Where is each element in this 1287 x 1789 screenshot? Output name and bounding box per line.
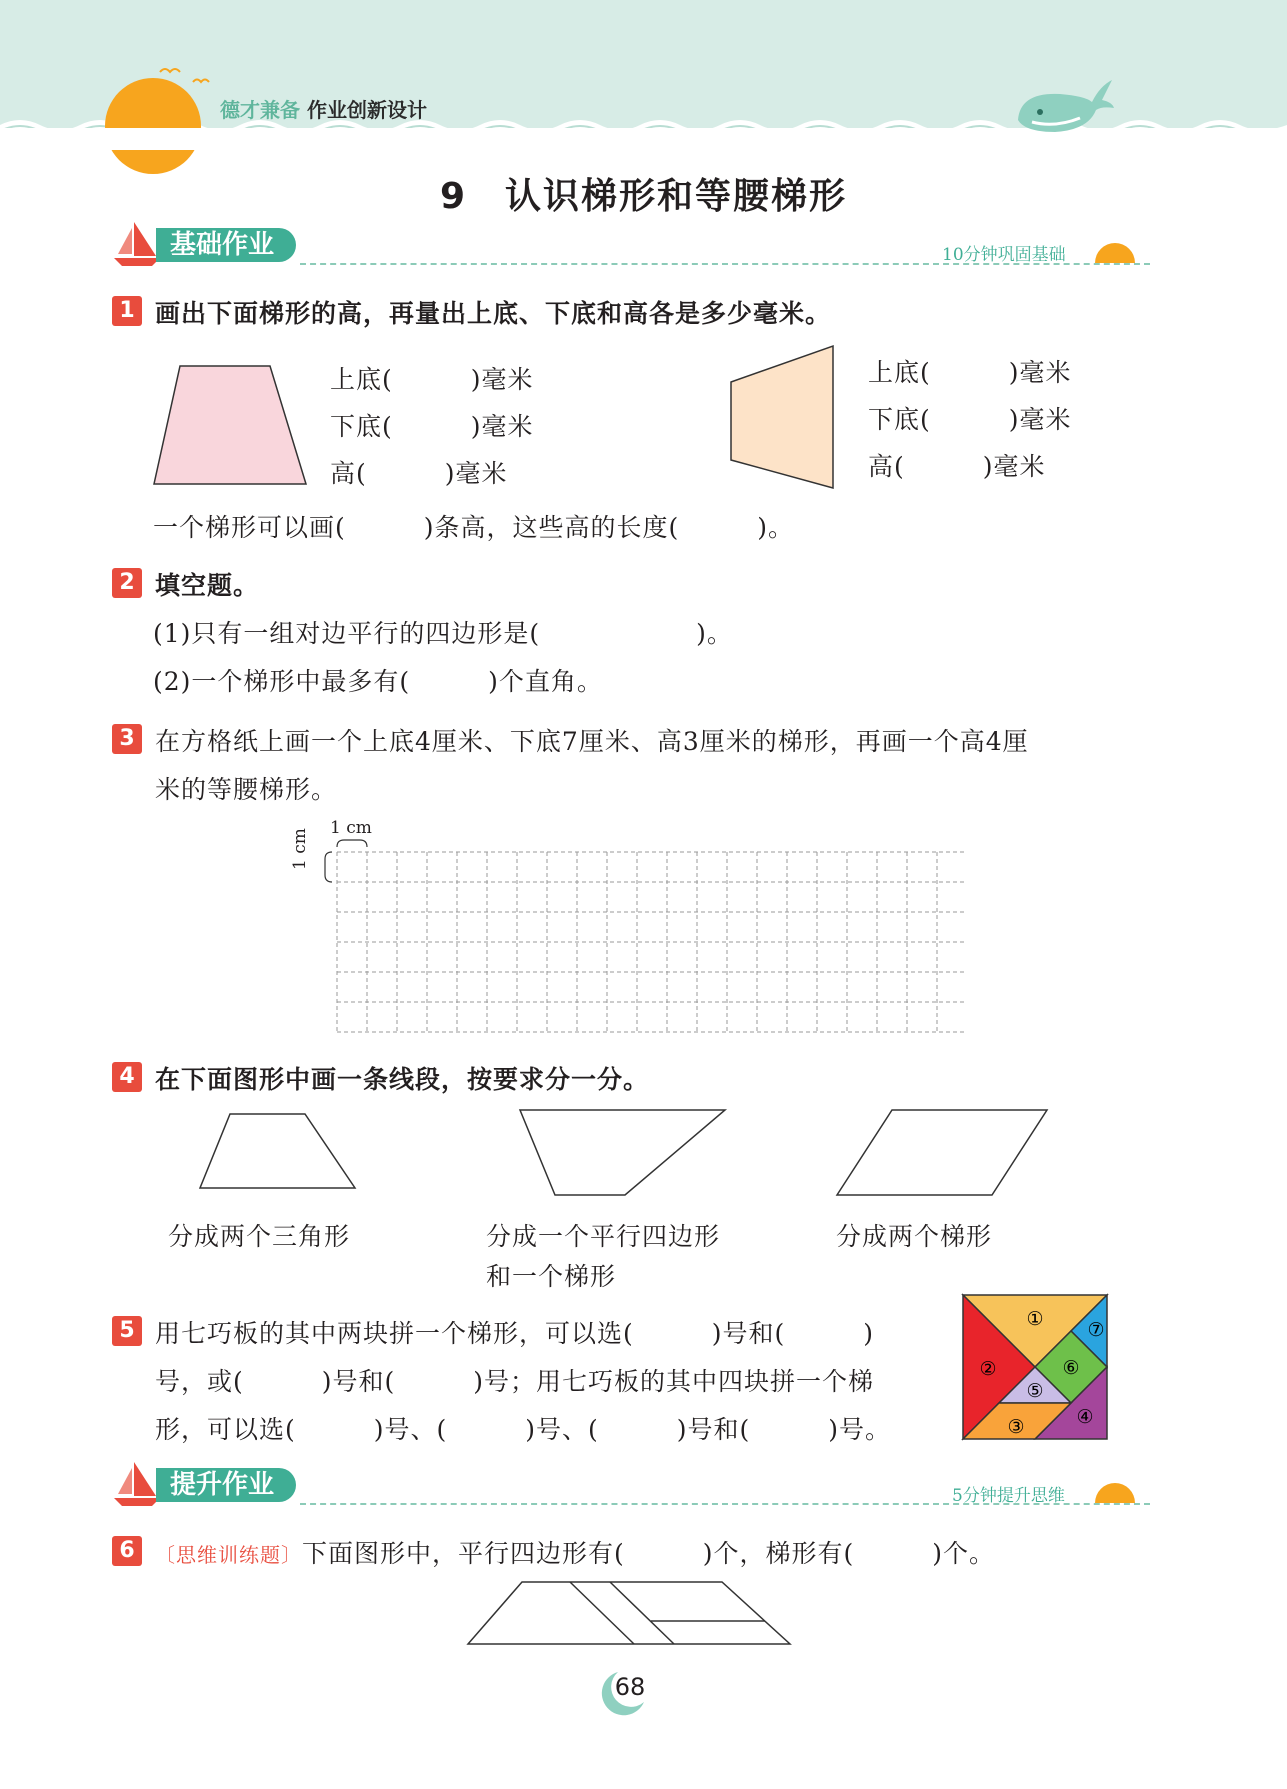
q4-shape-trapezoid [195, 1108, 360, 1193]
section-basic-label: 基础作业 [156, 228, 296, 262]
q5-line1: 用七巧板的其中两块拼一个梯形，可以选( )号和( ) [155, 1319, 875, 1348]
q4-caption-1: 分成两个三角形 [168, 1222, 351, 1251]
q2-sub2: (2)一个梯形中最多有( )个直角。 [153, 667, 603, 696]
q1-left-bottom-base: 下底( )毫米 [330, 412, 534, 441]
q1-summary: 一个梯形可以画( )条高，这些高的长度( )。 [153, 513, 795, 542]
tangram-label-2: ② [979, 1358, 997, 1380]
q4-caption-3: 分成两个梯形 [836, 1222, 993, 1251]
whale-icon [1010, 72, 1115, 137]
section-advanced-label: 提升作业 [156, 1468, 296, 1502]
q1-left-height: 高( )毫米 [330, 459, 508, 488]
section-basic-time: 10分钟巩固基础 [942, 245, 1066, 265]
brand-green: 德才兼备 [220, 98, 300, 122]
page-number: 68 [614, 1673, 646, 1701]
tangram-label-6: ⑥ [1062, 1357, 1080, 1379]
tangram-label-3: ③ [1007, 1416, 1025, 1438]
q6-number: 6 [112, 1536, 142, 1566]
sun-icon [105, 78, 201, 174]
q6-line [155, 1534, 995, 1570]
q4-number: 4 [112, 1062, 142, 1092]
q4-shape-right-trapezoid [515, 1105, 730, 1200]
q1-right-top-base: 上底( )毫米 [868, 358, 1072, 387]
birds-icon [155, 62, 215, 92]
q4-text: 在下面图形中画一条线段，按要求分一分。 [155, 1065, 650, 1094]
q3-line1: 在方格纸上画一个上底4厘米、下底7厘米、高3厘米的梯形，再画一个高4厘 [155, 727, 1029, 756]
mini-sun-icon [1095, 243, 1135, 263]
brand [220, 94, 427, 123]
q2-number: 2 [112, 568, 142, 598]
q4-caption-2a: 分成一个平行四边形 [486, 1222, 721, 1251]
tangram-label-7: ⑦ [1087, 1319, 1105, 1341]
q5-line3: 形，可以选( )号、( )号、( )号和( )号。 [155, 1415, 892, 1444]
section-advanced-time: 5分钟提升思维 [952, 1486, 1065, 1506]
q5-line2: 号，或( )号和( )号；用七巧板的其中四块拼一个梯 [155, 1367, 875, 1396]
q4-caption-2b: 和一个梯形 [486, 1262, 617, 1291]
q4-shape-parallelogram [832, 1105, 1052, 1200]
q3-grid-paper [320, 835, 965, 1035]
q6-tag: 〔思维训练题〕 [155, 1543, 302, 1567]
q1-trapezoid-left [148, 360, 313, 490]
q6-text: 下面图形中，平行四边形有( )个，梯形有( )个。 [302, 1539, 996, 1568]
q2-text: 填空题。 [155, 571, 260, 600]
tangram-label-4: ④ [1076, 1406, 1094, 1428]
mini-sun-icon [1095, 1483, 1135, 1503]
q3-line2: 米的等腰梯形。 [155, 775, 338, 804]
brand-dark: 作业创新设计 [306, 98, 427, 122]
q2-sub1: (1)只有一组对边平行的四边形是( )。 [153, 619, 733, 648]
q1-right-bottom-base: 下底( )毫米 [868, 405, 1072, 434]
q1-right-height: 高( )毫米 [868, 452, 1046, 481]
q6-figure [462, 1578, 798, 1648]
q1-number: 1 [112, 296, 142, 326]
q1-trapezoid-right [725, 340, 840, 495]
q1-text: 画出下面梯形的高，再量出上底、下底和高各是多少毫米。 [155, 299, 832, 328]
q5-tangram [960, 1292, 1110, 1442]
tangram-label-5: ⑤ [1026, 1380, 1044, 1402]
q1-left-top-base: 上底( )毫米 [330, 365, 534, 394]
page-title: 9 认识梯形和等腰梯形 [439, 176, 848, 217]
sailboat-icon [112, 1458, 162, 1508]
q3-unit-y: 1 cm [290, 828, 310, 870]
q3-unit-x: 1 cm [330, 818, 372, 838]
sailboat-icon [112, 218, 162, 268]
tangram-label-1: ① [1026, 1308, 1044, 1330]
q3-number: 3 [112, 724, 142, 754]
q5-number: 5 [112, 1316, 142, 1346]
